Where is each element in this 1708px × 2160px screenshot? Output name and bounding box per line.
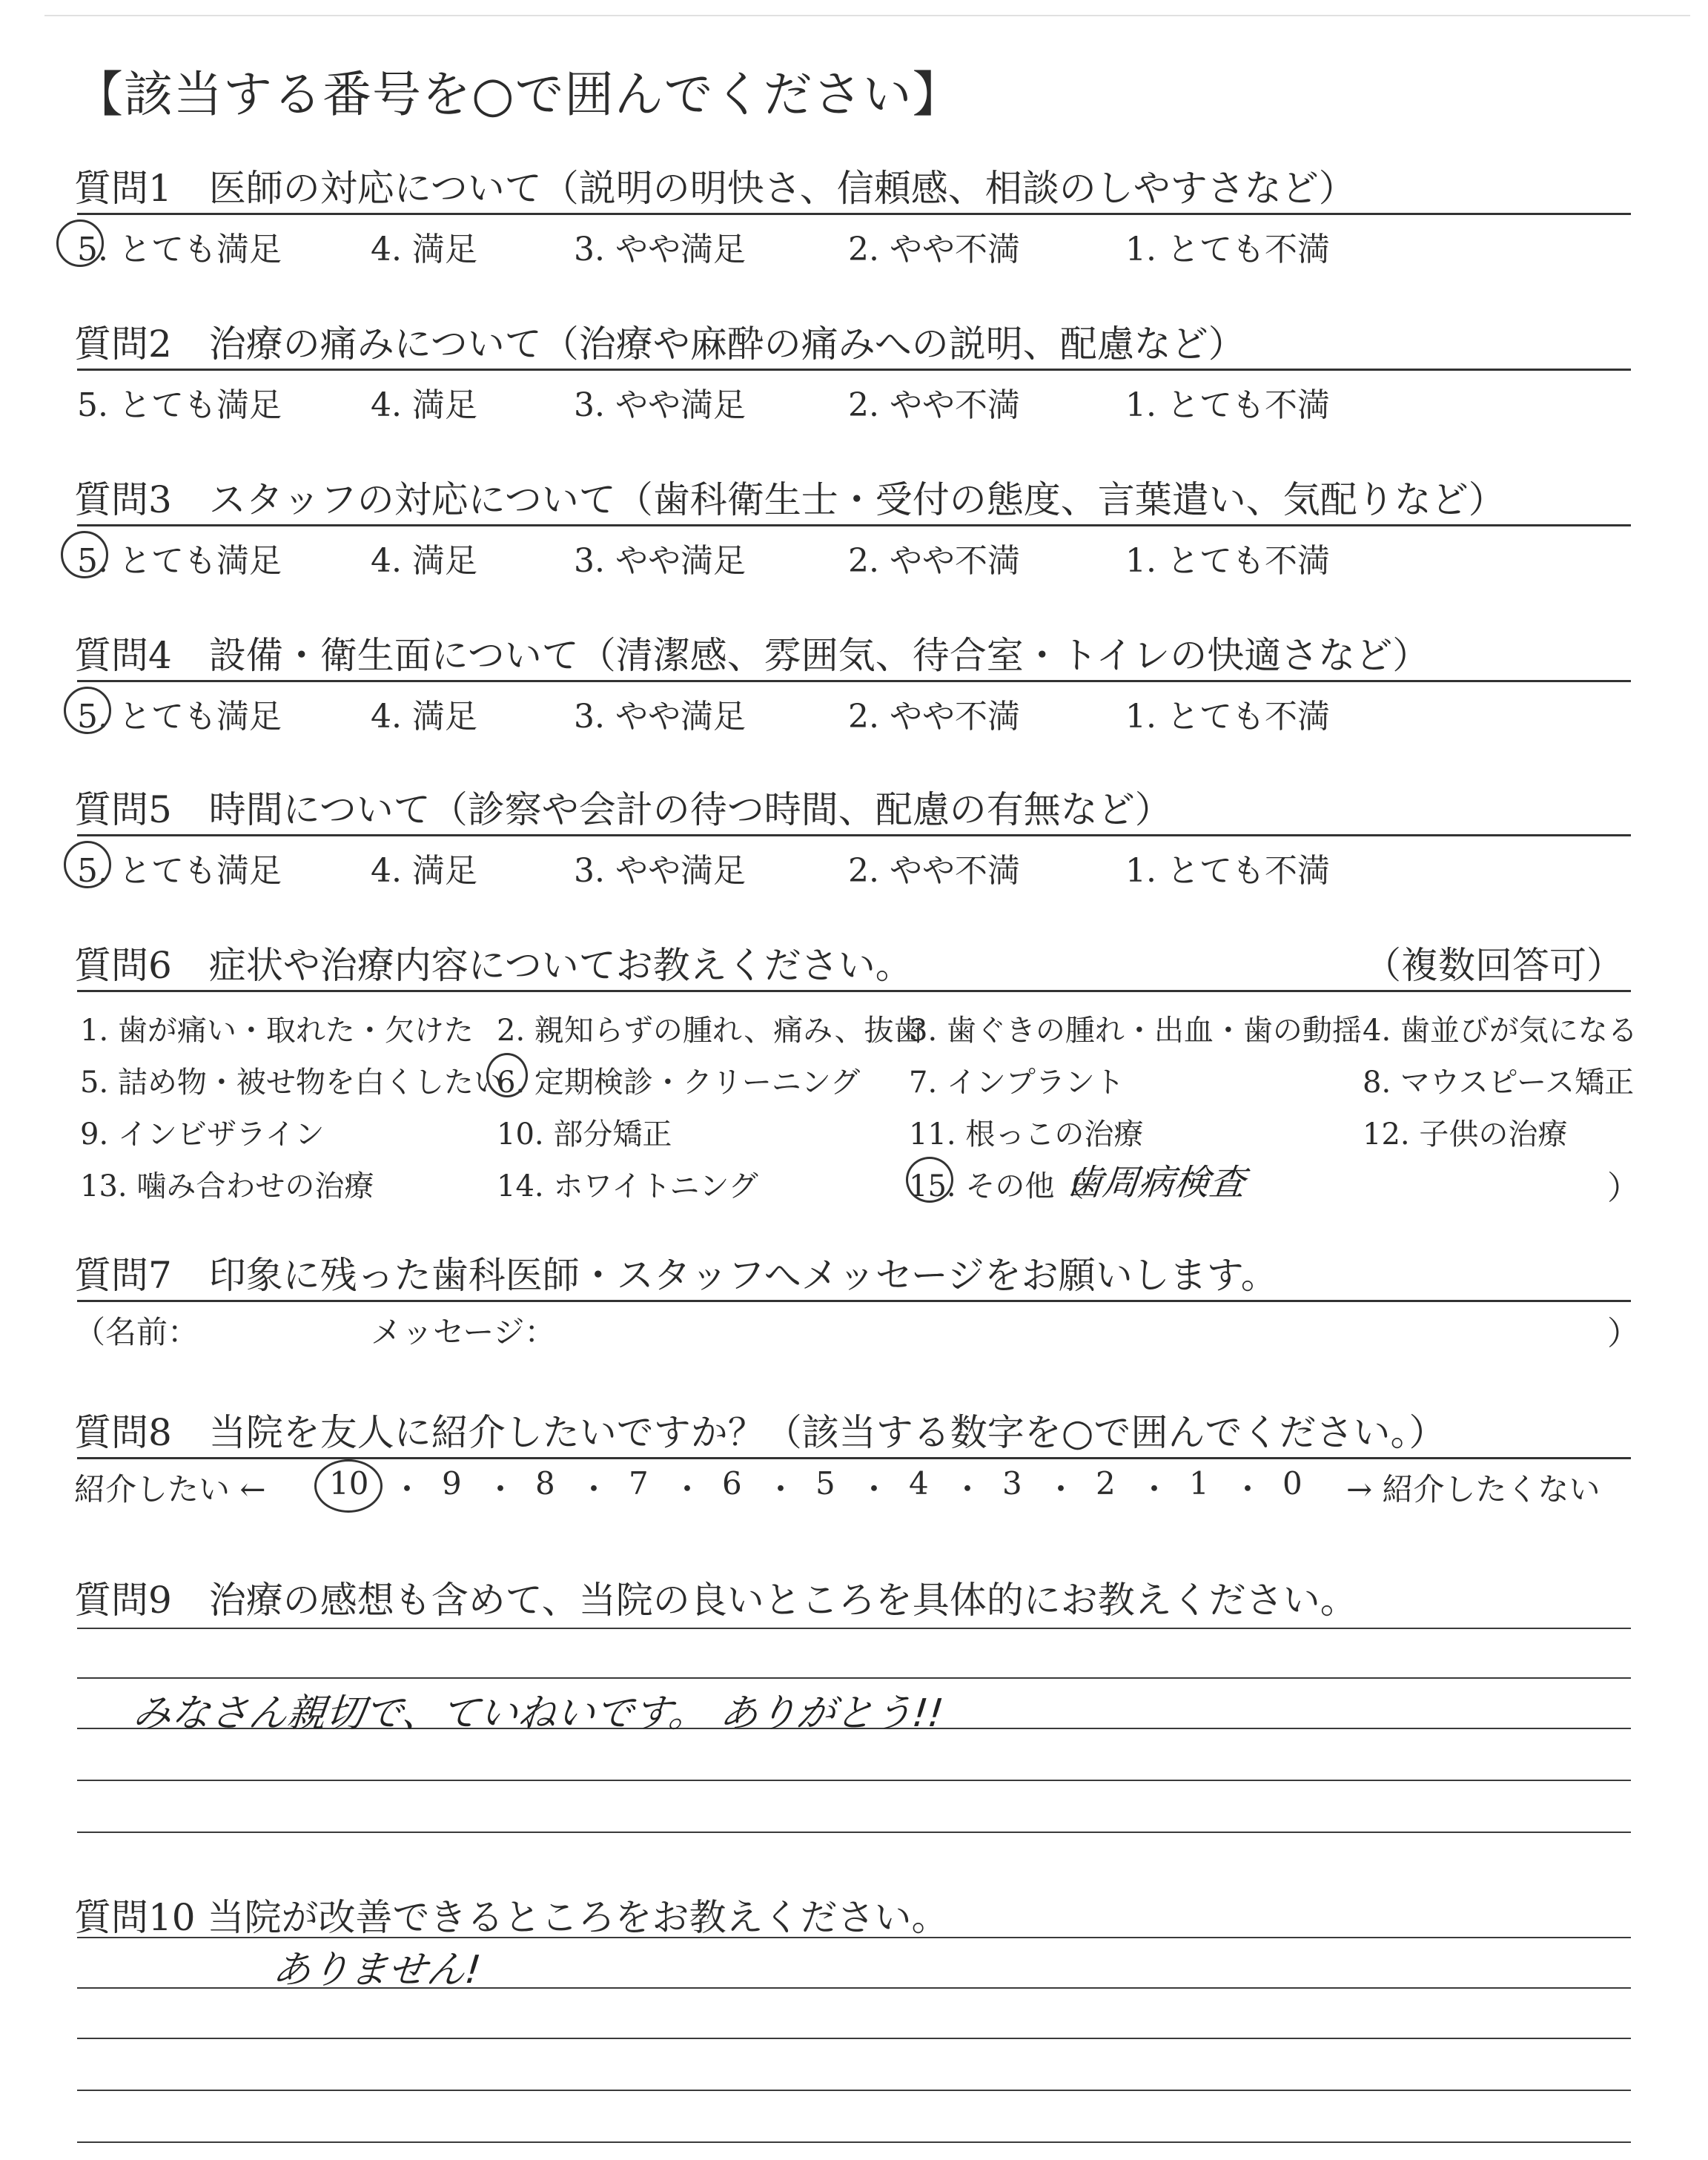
q3-rule <box>77 524 1631 526</box>
q2-option-4[interactable]: 4. 満足 <box>371 386 477 424</box>
q8-dot-9: ・ <box>1139 1471 1171 1507</box>
q7-message-label: メッセージ： <box>371 1314 556 1350</box>
q3-title: 質問3 スタッフの対応について（歯科衛生士・受付の態度、言葉遣い、気配りなど） <box>74 478 1506 521</box>
q2-options <box>77 378 1560 423</box>
q5-title: 質問5 時間について（診察や会計の待つ時間、配慮の有無など） <box>74 788 1172 831</box>
q4-option-4[interactable]: 4. 満足 <box>371 698 477 736</box>
q6-item-15[interactable]: 15. その他（ <box>909 1169 1085 1203</box>
q8-scale-6[interactable]: 6 <box>722 1465 742 1502</box>
q7-rule <box>77 1300 1631 1302</box>
q6-other-handwritten[interactable]: 歯周病検査 <box>1065 1162 1248 1203</box>
page-heading: 【該当する番号を○で囲んでください】 <box>74 66 962 123</box>
q4-option-5[interactable]: 5. とても満足 <box>77 698 282 736</box>
q5-option-3[interactable]: 3. やや満足 <box>574 852 746 890</box>
q4-rule <box>77 680 1631 682</box>
q6-item-9[interactable]: 9. インビザライン <box>80 1117 325 1152</box>
q8-dot-3: ・ <box>578 1471 610 1507</box>
q6-item-12[interactable]: 12. 子供の治療 <box>1363 1117 1568 1152</box>
q8-scale-10[interactable]: 10 <box>329 1465 369 1502</box>
q7-title: 質問7 印象に残った歯科医師・スタッフへメッセージをお願いします。 <box>74 1254 1278 1297</box>
q8-dot-10: ・ <box>1232 1471 1264 1507</box>
q3-option-2[interactable]: 2. やや不満 <box>848 542 1020 580</box>
q6-item-8[interactable]: 8. マウスピース矯正 <box>1363 1066 1635 1100</box>
q2-option-1[interactable]: 1. とても不満 <box>1125 386 1330 424</box>
q7-close-paren: ） <box>1607 1315 1640 1353</box>
q8-dot-7: ・ <box>952 1471 984 1507</box>
q4-option-3[interactable]: 3. やや満足 <box>574 698 746 736</box>
q2-title: 質問2 治療の痛みについて（治療や麻酔の痛みへの説明、配慮など） <box>74 323 1245 366</box>
q4-option-1[interactable]: 1. とても不満 <box>1125 698 1330 736</box>
q3-option-4[interactable]: 4. 満足 <box>371 542 477 580</box>
q4-options <box>77 690 1560 734</box>
q6-item-14[interactable]: 14. ホワイトニング <box>497 1169 758 1203</box>
q8-selection-circle <box>314 1459 383 1513</box>
q8-right-label: → 紹介したくない <box>1346 1471 1601 1507</box>
q6-item-2[interactable]: 2. 親知らずの腫れ、痛み、抜歯 <box>497 1014 924 1048</box>
q6-item-7[interactable]: 7. インプラント <box>909 1066 1125 1100</box>
q5-option-4[interactable]: 4. 満足 <box>371 852 477 890</box>
q6-note: （複数回答可） <box>1364 944 1623 987</box>
q6-title: 質問6 症状や治療内容についてお教えください。 <box>74 944 913 987</box>
q7-name-label: （名前： <box>74 1314 199 1350</box>
q6-selection-circle-15 <box>906 1157 953 1203</box>
q8-scale-7[interactable]: 7 <box>629 1465 649 1502</box>
q8-scale-3[interactable]: 3 <box>1002 1465 1022 1502</box>
q8-scale-4[interactable]: 4 <box>909 1465 929 1502</box>
q9-line-5 <box>77 1832 1631 1833</box>
q6-item-6[interactable]: 6. 定期検診・クリーニング <box>497 1066 861 1100</box>
q6-selection-circle-6 <box>486 1053 528 1097</box>
q8-dot-1: ・ <box>391 1471 423 1507</box>
q8-scale-5[interactable]: 5 <box>815 1465 835 1502</box>
q2-option-2[interactable]: 2. やや不満 <box>848 386 1020 424</box>
q3-options <box>77 534 1560 578</box>
q2-option-3[interactable]: 3. やや満足 <box>574 386 746 424</box>
q6-item-4[interactable]: 4. 歯並びが気になる <box>1363 1014 1638 1048</box>
q8-rule <box>77 1457 1631 1459</box>
q5-rule <box>77 834 1631 836</box>
q3-option-1[interactable]: 1. とても不満 <box>1125 542 1330 580</box>
q4-option-2[interactable]: 2. やや不満 <box>848 698 1020 736</box>
q6-rule <box>77 990 1631 992</box>
q8-dot-5: ・ <box>765 1471 797 1507</box>
q10-line-3 <box>77 2038 1631 2039</box>
q1-option-3[interactable]: 3. やや満足 <box>574 231 746 268</box>
q1-option-2[interactable]: 2. やや不満 <box>848 231 1020 268</box>
q5-option-5[interactable]: 5. とても満足 <box>77 852 282 890</box>
q8-scale-9[interactable]: 9 <box>442 1465 462 1502</box>
q1-option-5[interactable]: 5. とても満足 <box>77 231 282 268</box>
q2-option-5[interactable]: 5. とても満足 <box>77 386 282 424</box>
q3-selection-circle <box>61 531 108 578</box>
q8-scale-2[interactable]: 2 <box>1096 1465 1116 1502</box>
q5-options <box>77 844 1560 888</box>
q8-scale-8[interactable]: 8 <box>535 1465 555 1502</box>
q10-line-4 <box>77 2090 1631 2091</box>
q8-dot-4: ・ <box>672 1471 704 1507</box>
q1-selection-circle <box>56 219 104 267</box>
q8-dot-8: ・ <box>1045 1471 1077 1507</box>
q1-options <box>77 222 1560 267</box>
q10-title: 質問10 当院が改善できるところをお教えください。 <box>74 1896 949 1939</box>
q8-left-label: 紹介したい ← <box>74 1471 266 1507</box>
q9-handwritten-answer[interactable]: みなさん親切で、ていねいです。 ありがとう!! <box>130 1691 946 1736</box>
q8-dot-2: ・ <box>485 1471 517 1507</box>
q1-option-4[interactable]: 4. 満足 <box>371 231 477 268</box>
q3-option-3[interactable]: 3. やや満足 <box>574 542 746 580</box>
q8-scale-0[interactable]: 0 <box>1282 1465 1302 1502</box>
q9-title: 質問9 治療の感想も含めて、当院の良いところを具体的にお教えください。 <box>74 1579 1357 1622</box>
q6-item-1[interactable]: 1. 歯が痛い・取れた・欠けた <box>80 1014 474 1048</box>
q4-title: 質問4 設備・衛生面について（清潔感、雰囲気、待合室・トイレの快適さなど） <box>74 634 1430 677</box>
q8-scale-1[interactable]: 1 <box>1189 1465 1209 1502</box>
q2-rule <box>77 369 1631 371</box>
q1-option-1[interactable]: 1. とても不満 <box>1125 231 1330 268</box>
q10-handwritten-answer[interactable]: ありません! <box>270 1948 483 1992</box>
q5-option-1[interactable]: 1. とても不満 <box>1125 852 1330 890</box>
q6-item-11[interactable]: 11. 根っこの治療 <box>909 1117 1144 1152</box>
q1-title: 質問1 医師の対応について（説明の明快さ、信頼感、相談のしやすさなど） <box>74 167 1356 210</box>
q8-dot-6: ・ <box>858 1471 890 1507</box>
q6-item-5[interactable]: 5. 詰め物・被せ物を白くしたい <box>80 1066 503 1100</box>
q6-item-13[interactable]: 13. 噛み合わせの治療 <box>80 1169 374 1203</box>
q9-line-2 <box>77 1677 1631 1679</box>
q3-option-5[interactable]: 5. とても満足 <box>77 542 282 580</box>
q4-selection-circle <box>64 687 111 734</box>
q1-rule <box>77 213 1631 215</box>
q9-line-1 <box>77 1628 1631 1629</box>
q6-other-close-paren: ） <box>1607 1169 1640 1207</box>
q5-option-2[interactable]: 2. やや不満 <box>848 852 1020 890</box>
scan-top-edge <box>44 15 1690 16</box>
q5-selection-circle <box>64 841 111 888</box>
q10-line-5 <box>77 2141 1631 2143</box>
q6-item-10[interactable]: 10. 部分矯正 <box>497 1117 672 1152</box>
q8-title: 質問8 当院を友人に紹介したいですか？（該当する数字を○で囲んでください。） <box>74 1411 1446 1454</box>
q6-item-3[interactable]: 3. 歯ぐきの腫れ・出血・歯の動揺 <box>909 1014 1362 1048</box>
q9-line-4 <box>77 1780 1631 1781</box>
